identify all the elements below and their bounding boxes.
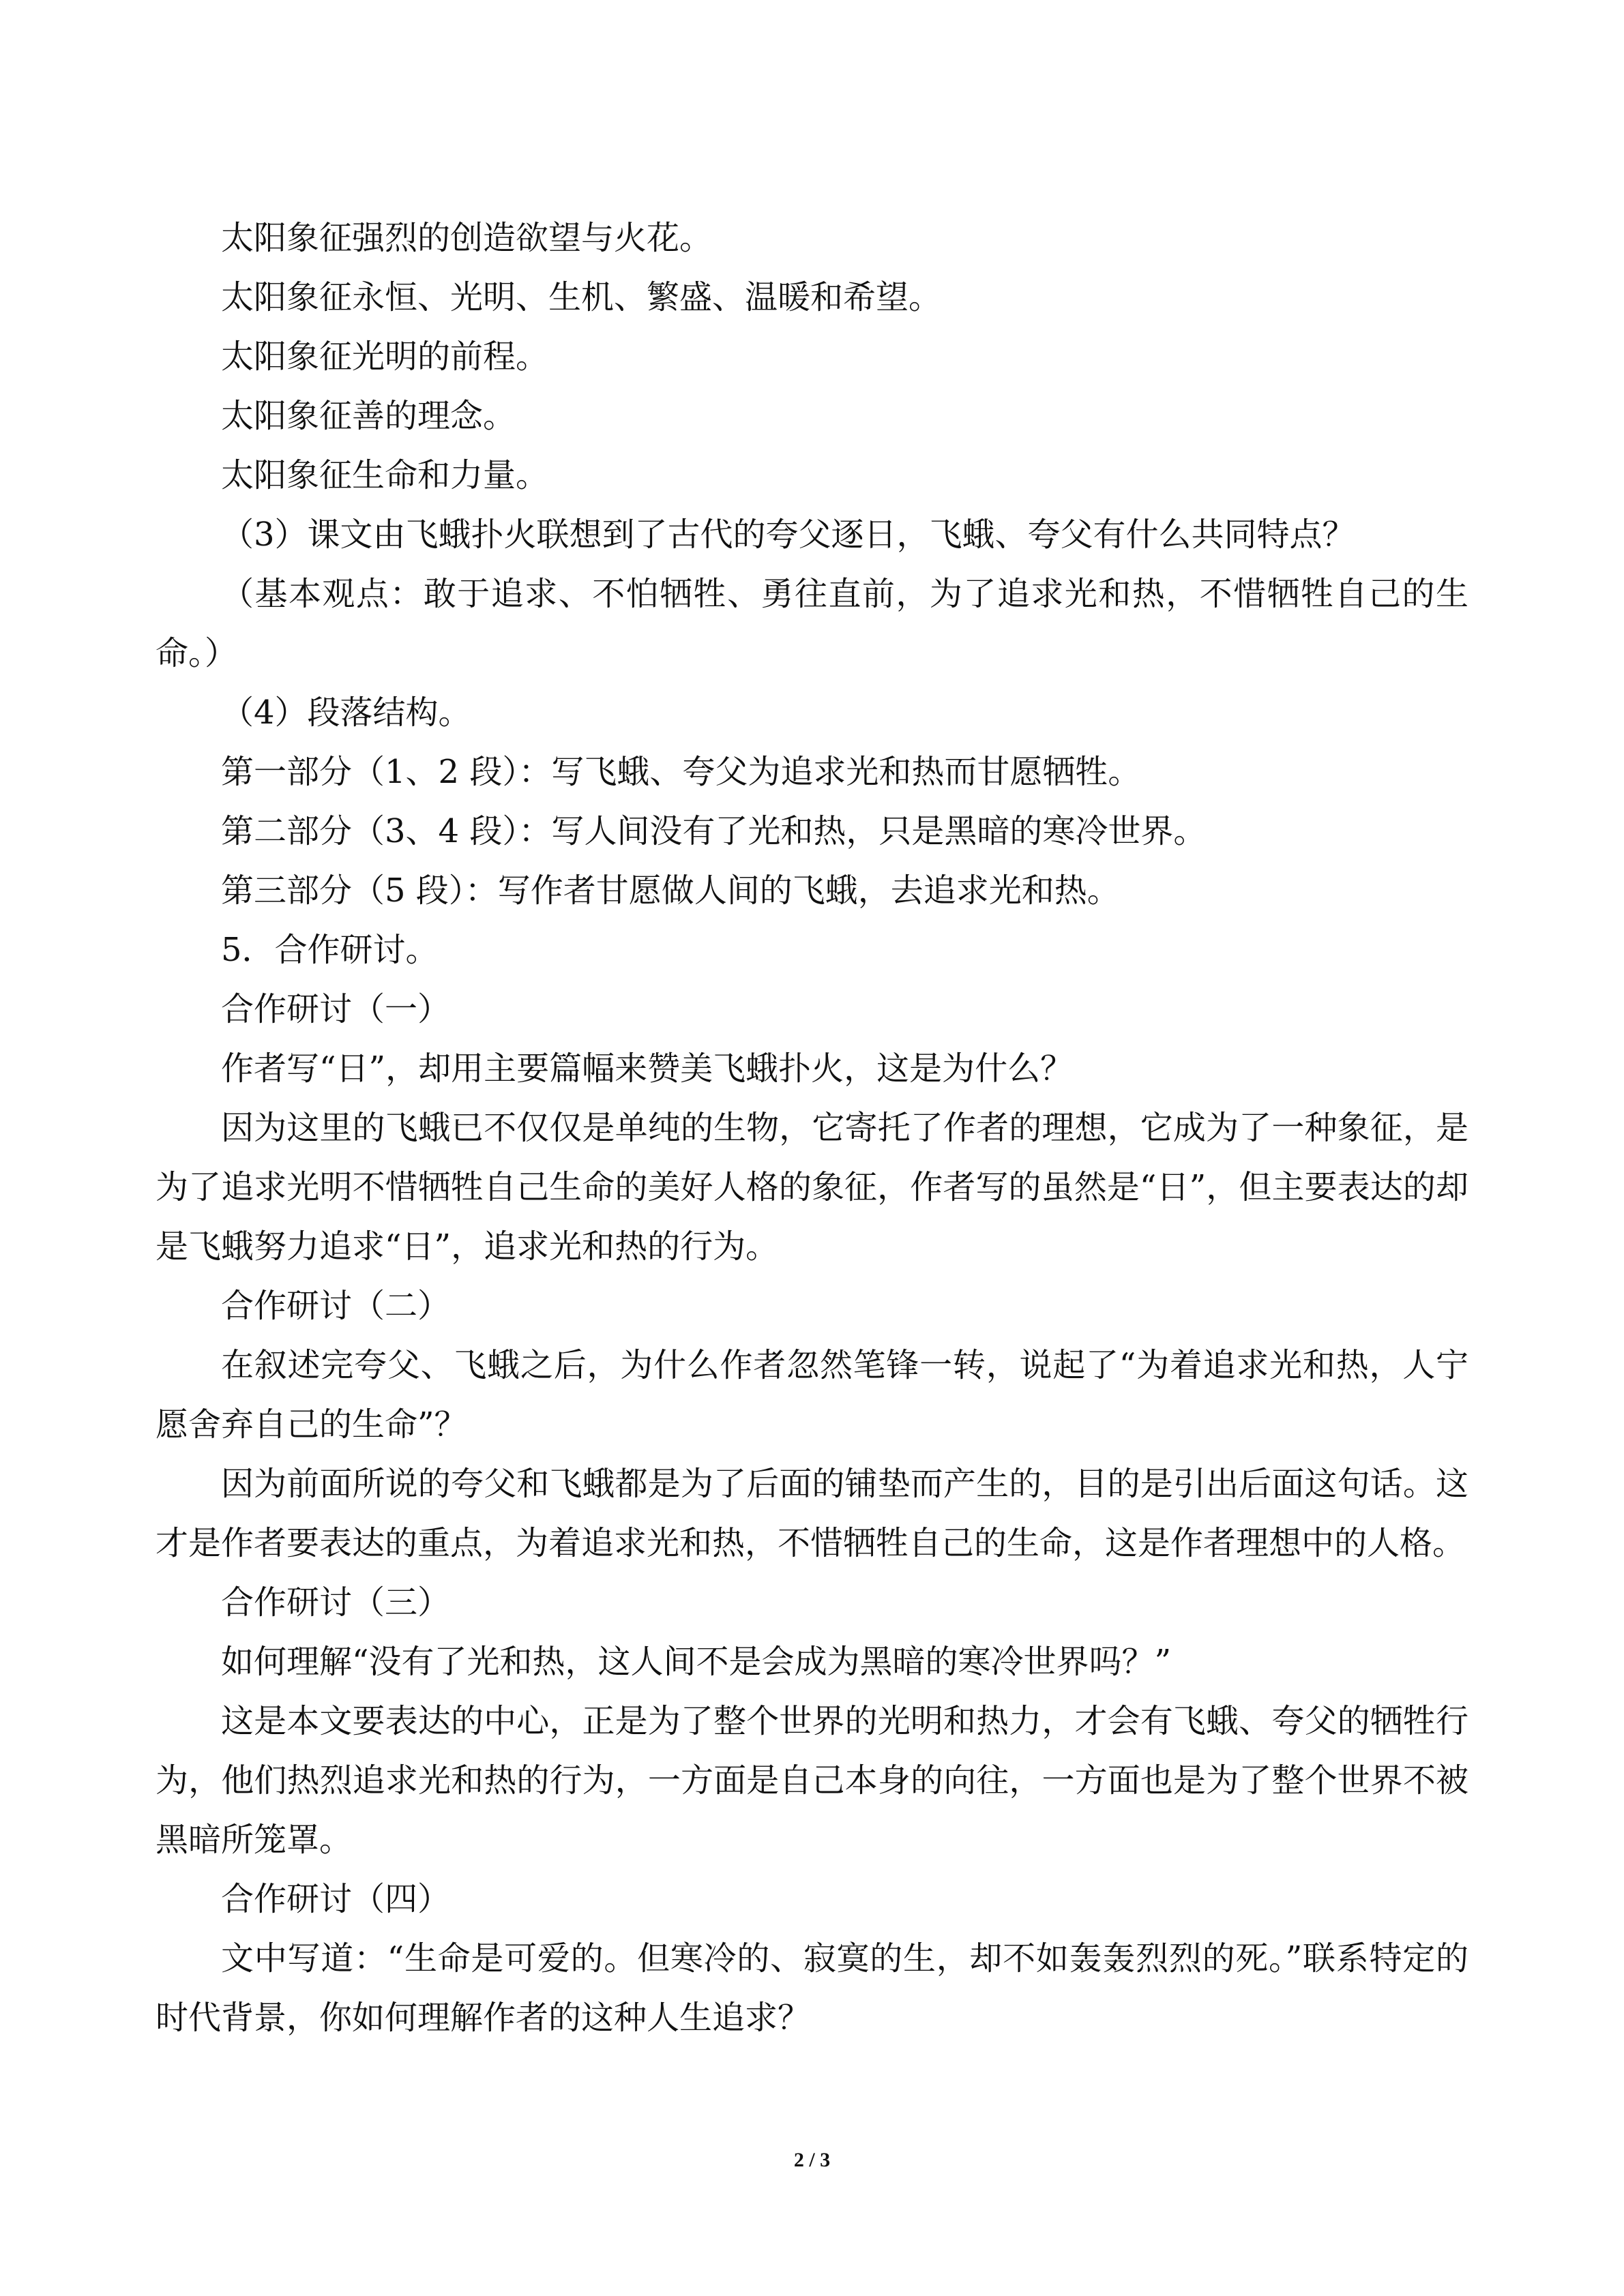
discussion-3-question: 如何理解“没有了光和热，这人间不是会成为黑暗的寒冷世界吗？” [221,1643,1172,1681]
discussion-2-heading: 合作研讨（二） [221,1287,451,1325]
paragraph-sun-symbol-creativity: 太阳象征强烈的创造欲望与火花。 [221,219,713,257]
discussion-1-answer: 因为这里的飞蛾已不仅仅是单纯的生物，它寄托了作者的理想，它成为了一种象征，是为了追求光明不惜牺牲自己生命的美好人格的象征，作者写的虽然是“日”，但主要表达的却是飞蛾努力追求“日”，追求光和热的行为。 [156,1109,1468,1266]
discussion-1-question: 作者写“日”，却用主要篇幅来赞美飞蛾扑火，这是为什么？ [221,1049,1074,1088]
document-body [156,209,1468,2048]
section-5-heading: 5．合作研讨。 [221,931,439,969]
discussion-3-heading: 合作研讨（三） [221,1583,451,1622]
answer-3: （基本观点：敢于追求、不怕牺牲、勇往直前，为了追求光和热，不惜牺牲自己的生命。） [156,575,1468,672]
structure-part-1: 第一部分（1、2 段）：写飞蛾、夸父为追求光和热而甘愿牺牲。 [221,753,1141,791]
page-number: 2 / 3 [793,2149,831,2171]
structure-part-3: 第三部分（5 段）：写作者甘愿做人间的飞蛾，去追求光和热。 [221,871,1120,910]
paragraph-sun-symbol-future: 太阳象征光明的前程。 [221,338,549,376]
structure-part-2: 第二部分（3、4 段）：写人间没有了光和热，只是黑暗的寒冷世界。 [221,812,1207,850]
discussion-4-question: 文中写道：“生命是可爱的。但寒冷的、寂寞的生，却不如轰轰烈烈的死。”联系特定的时代背景，你如何理解作者的这种人生追求？ [156,1939,1468,2037]
discussion-2-answer: 因为前面所说的夸父和飞蛾都是为了后面的铺垫而产生的，目的是引出后面这句话。这才是作者要表达的重点，为着追求光和热，不惜牺牲自己的生命，这是作者理想中的人格。 [156,1465,1468,1562]
paragraph-sun-symbol-goodness: 太阳象征善的理念。 [221,397,516,435]
discussion-2-question: 在叙述完夸父、飞蛾之后，为什么作者忽然笔锋一转，说起了“为着追求光和热，人宁愿舍弃自己的生命”？ [156,1346,1468,1444]
discussion-3-answer: 这是本文要表达的中心，正是为了整个世界的光明和热力，才会有飞蛾、夸父的牺牲行为，他们热烈追求光和热的行为，一方面是自己本身的向往，一方面也是为了整个世界不被黑暗所笼罩。 [156,1702,1468,1859]
discussion-1-heading: 合作研讨（一） [221,990,451,1028]
question-3: （3）课文由飞蛾扑火联想到了古代的夸父逐日，飞蛾、夸父有什么共同特点？ [221,516,1355,554]
paragraph-sun-symbol-eternity: 太阳象征永恒、光明、生机、繁盛、温暖和希望。 [221,278,942,316]
discussion-4-heading: 合作研讨（四） [221,1880,451,1918]
paragraph-sun-symbol-life: 太阳象征生命和力量。 [221,456,549,494]
question-4-heading: （4）段落结构。 [221,694,471,732]
